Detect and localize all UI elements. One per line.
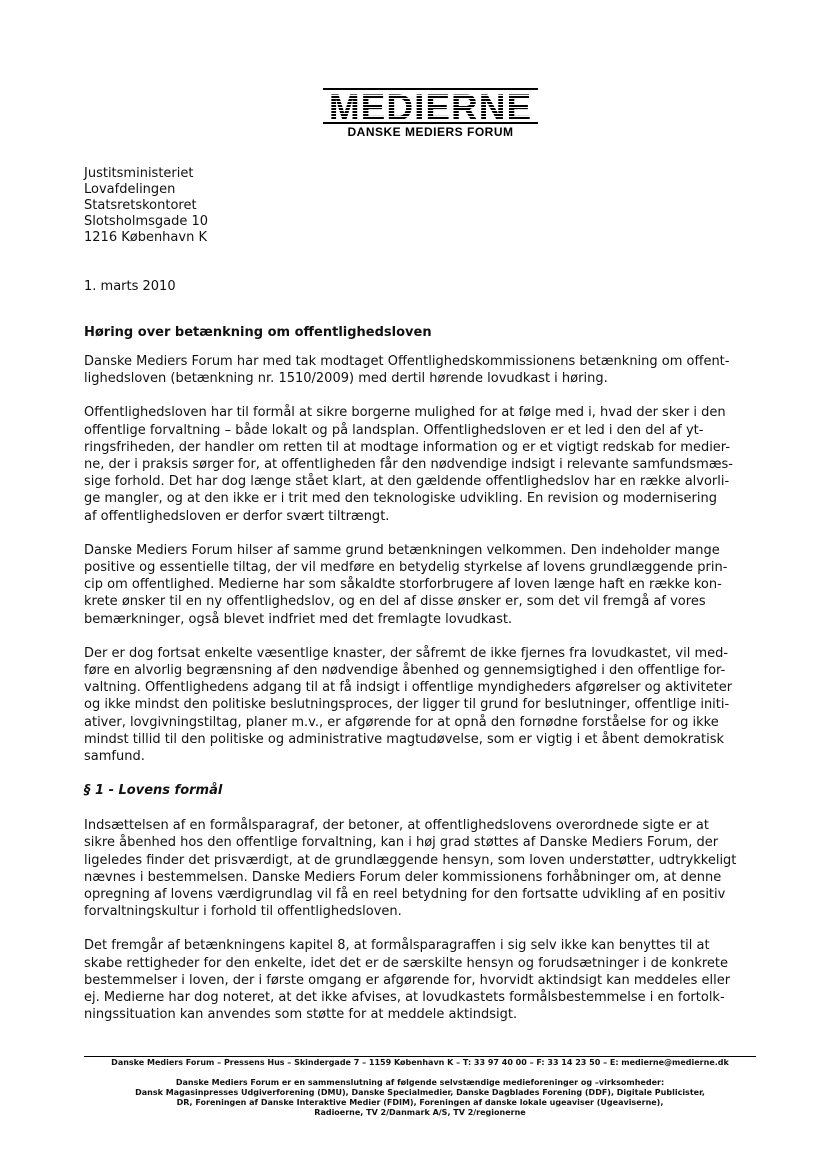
letter-date: 1. marts 2010 [84,279,176,294]
logo-wordmark: MEDIERNE [323,88,538,124]
body-paragraph: Det fremgår af betænkningens kapitel 8, at formålsparagraffen i sig selv ikke kan benyttes til at skabe rettigheder for den enkelte, idet det er de særskilte hensyn og forudsætninger i de konkrete bestemmelser i loven, der i første omgang er afgørende for, hvorvidt aktindsigt kan meddeles eller ej. Medierne har dog noteret, at det ikke afvises, at lovudkastets formålsbestemmelse i en fortolk- ningssituation kan anvendes som støtte for at meddele aktindsigt. [84,938,731,1023]
address-line: Lovafdelingen [84,182,176,197]
logo-subtitle: DANSKE MEDIERS FORUM [347,125,514,139]
footer-members [84,1078,756,1118]
footer-line-text: Dansk Magasinpresses Udgiverforening (DMU), Danske Specialmedier, Danske Dagblades Forening (DDF), Digitale Publicister, [135,1088,705,1097]
letter-heading: Høring over betænkning om offentlighedsloven [84,325,432,340]
address-line: Justitsministeriet [84,166,194,181]
body-paragraph: Indsættelsen af en formålsparagraf, der betoner, at offentlighedslovens overordnede sigte er at sikre åbenhed hos den offentlige forvaltning, kan i høj grad støttes af Danske Mediers Forum, der ligeledes finder det prisværdigt, at de grundlæggende hensyn, som loven understøtter, udtrykkeligt nævnes i bestemmelsen. Danske Mediers Forum deler kommissionens forhåbninger om, at denne opregning af lovens værdigrundlag vil få en reel betydning for den fortsatte udvikling af en positiv forvaltningskultur i forhold til offentlighedsloven. [84,818,737,920]
footer-line-text: Danske Mediers Forum er en sammenslutning af følgende selvstændige medieforeninger og –virksomheder: [175,1078,665,1087]
section-heading: § 1 - Lovens formål [84,783,223,799]
footer-line-text: DR, Foreningen af Danske Interaktive Medier (FDIM), Foreningen af danske lokale ugeaviser (Ugeaviserne), [176,1098,664,1107]
address-line: 1216 København K [84,230,207,245]
recipient-address [84,166,208,246]
body-paragraph: Offentlighedsloven har til formål at sikre borgerne mulighed for at følge med i, hvad der sker i den offentlige forvaltning – både lokalt og på landsplan. Offentlighedsloven er et led i den del af yt- ringsfriheden, der handler om retten til at modtage information og er et vigtigt redskab for medier- ne, der i praksis sørger for, at offentligheden får den nødvendige indsigt i relevante samfundsmæs- sige forhold. Det har dog længe stået klart, at den gældende offentlighedslov har en række alvorli- ge mangler, og at den ikke er i trit med den teknologiske udvikling. En revision og modernisering af offentlighedsloven er derfor svært tiltrængt. [84,405,733,524]
body-paragraph: Danske Mediers Forum hilser af samme grund betænkningen velkommen. Den indeholder mange positive og essentielle tiltag, der vil medføre en betydelig styrkelse af lovens grundlæggende prin- cip om offentlighed. Medierne har som såkaldte storforbrugere af loven længe haft en række kon- krete ønsker til en ny offentlighedslov, og en del af disse ønsker er, som det vil fremgå af vores bemærkninger, også blevet indfriet med det fremlagte lovudkast. [84,542,728,627]
letter-body [84,324,756,1041]
body-paragraph: Der er dog fortsat enkelte væsentlige knaster, der såfremt de ikke fjernes fra lovudkastet, vil med- føre en alvorlig begrænsning af den nødvendige åbenhed og gennemsigtighed i den offentlige for- valtning. Offentlighedens adgang til at få indsigt i offentlige myndigheders afgørelser og aktiviteter og ikke mindst den politiske beslutningsproces, der ligger til grund for beslutninger, offentlige initi- ativer, lovgivningstiltag, planer m.v., er afgørende for at opnå den fornødne forståelse for og ikke mindst tillid til den politiske og administrative magtudøvelse, som er vigtig i et åbent demokratisk samfund. [84,645,733,765]
address-line: Statsretskontoret [84,198,197,213]
footer-line-text: Radioerne, TV 2/Danmark A/S, TV 2/regionerne [314,1108,526,1117]
address-line: Slotsholmsgade 10 [84,214,209,229]
footer-contact: Danske Mediers Forum – Pressens Hus – Skindergade 7 – 1159 København K – T: 33 97 40 00 – F: 33 14 23 50 – E: medierne@medierne.dk [111,1058,729,1067]
medierne-logo [323,88,538,139]
body-paragraph: Danske Mediers Forum har med tak modtaget Offentlighedskommissionens betænkning om offent- lighedsloven (betænkning nr. 1510/2009) med dertil hørende lovudkast i høring. [84,354,730,387]
footer-divider [84,1056,756,1057]
